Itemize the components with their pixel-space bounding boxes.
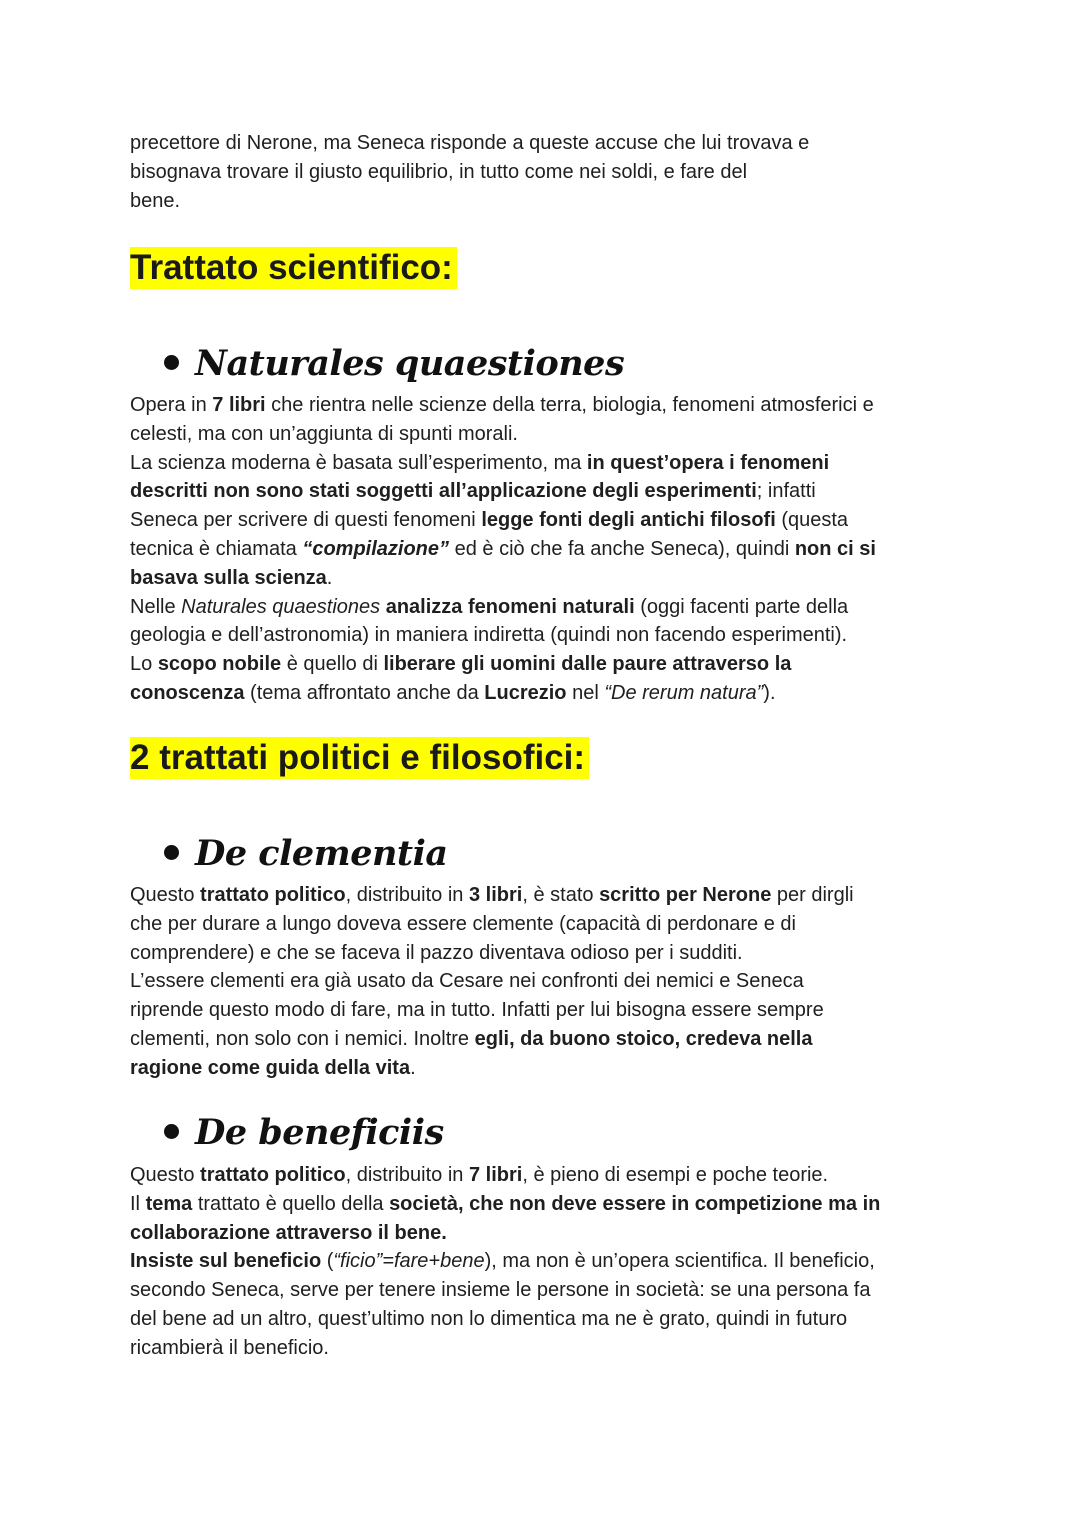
text-line: collaborazione attraverso il bene. <box>130 1221 447 1244</box>
text-line: L’essere clementi era già usato da Cesare nei confronti dei nemici e Seneca <box>130 970 804 993</box>
text-line: Questo trattato politico, distribuito in 7 libri, è pieno di esempi e poche teorie. <box>130 1164 829 1186</box>
text-line: ragione come guida della vita. <box>130 1056 416 1079</box>
text-line: Opera in 7 libri che rientra nelle scienze della terra, biologia, fenomeni atmosferici e <box>130 394 874 416</box>
paragraph-de-clementia <box>130 881 960 1083</box>
text-line: bene. <box>130 189 181 212</box>
text-line: tecnica è chiamata “compilazione” ed è ciò che fa anche Seneca), quindi non ci si <box>130 537 876 560</box>
work-title-text: De clementia <box>195 833 448 874</box>
text-line: Seneca per scrivere di questi fenomeni legge fonti degli antichi filosofi (questa <box>130 509 849 532</box>
paragraph-de-beneficiis <box>130 1161 960 1363</box>
text-line: riprende questo modo di fare, ma in tutto. Infatti per lui bisogna essere sempre <box>130 999 824 1022</box>
paragraph-naturales <box>130 391 960 708</box>
bullet-dot-icon <box>164 845 179 860</box>
text-line: celesti, ma con un’aggiunta di spunti morali. <box>130 422 518 445</box>
text-line: geologia e dell’astronomia) in maniera indiretta (quindi non facendo esperimenti). <box>130 624 848 647</box>
text-line: Nelle Naturales quaestiones analizza fenomeni naturali (oggi facenti parte della <box>130 595 849 618</box>
text-line: precettore di Nerone, ma Seneca risponde a queste accuse che lui trovava e <box>130 132 810 154</box>
text-line: del bene ad un altro, quest’ultimo non lo dimentica ma ne è grato, quindi in futuro <box>130 1307 848 1330</box>
highlighted-heading: Trattato scientifico: <box>130 247 457 289</box>
work-title-text: De beneficiis <box>195 1112 444 1153</box>
text-line: che per durare a lungo doveva essere clemente (capacità di perdonare e di <box>130 912 796 935</box>
text-line: conoscenza (tema affrontato anche da Lucrezio nel “De rerum natura”). <box>130 681 776 704</box>
bullet-dot-icon <box>164 355 179 370</box>
text-line: secondo Seneca, serve per tenere insieme le persone in società: se una persona fa <box>130 1279 871 1302</box>
work-title-naturales <box>164 342 624 386</box>
text-line: basava sulla scienza. <box>130 566 333 589</box>
text-line: Il tema trattato è quello della società, che non deve essere in competizione ma in <box>130 1192 881 1215</box>
work-title-de-clementia <box>164 832 448 876</box>
text-line: bisognava trovare il giusto equilibrio, in tutto come nei soldi, e fare del <box>130 160 748 183</box>
text-line: comprendere) e che se faceva il pazzo diventava odioso per i sudditi. <box>130 941 743 964</box>
text-line: La scienza moderna è basata sull’esperimento, ma in quest’opera i fenomeni <box>130 451 830 474</box>
text-line: ricambierà il beneficio. <box>130 1336 329 1359</box>
work-title-de-beneficiis <box>164 1111 444 1155</box>
text-line: Lo scopo nobile è quello di liberare gli uomini dalle paure attraverso la <box>130 653 792 676</box>
text-line: Insiste sul beneficio (“ficio”=fare+bene), ma non è un’opera scientifica. Il beneficio, <box>130 1250 875 1273</box>
bullet-dot-icon <box>164 1124 179 1139</box>
work-title-text: Naturales quaestiones <box>195 343 625 384</box>
text-line: descritti non sono stati soggetti all’applicazione degli esperimenti; infatti <box>130 480 816 503</box>
section-heading-scientific <box>130 247 960 289</box>
text-line: Questo trattato politico, distribuito in 3 libri, è stato scritto per Nerone per dirgli <box>130 884 854 906</box>
text-line: clementi, non solo con i nemici. Inoltre egli, da buono stoico, credeva nella <box>130 1027 813 1050</box>
highlighted-heading: 2 trattati politici e filosofici: <box>130 737 589 779</box>
section-heading-political <box>130 737 960 779</box>
intro-paragraph <box>130 129 960 215</box>
